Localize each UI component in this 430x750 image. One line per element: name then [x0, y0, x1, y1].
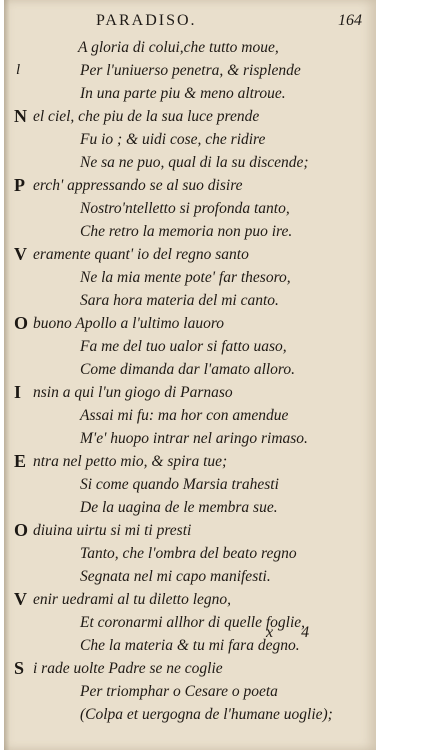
verse-text: nsin a qui l'un giogo di Parnaso [33, 384, 233, 401]
verse-text: In una parte piu & meno altroue. [80, 85, 286, 102]
verse-text: Segnata nel mi capo manifesti. [80, 568, 271, 585]
tercet-initial: O [14, 313, 29, 333]
verse-text: ntra nel petto mio, & spira tue; [33, 453, 228, 470]
verse-text: Come dimanda dar l'amato alloro. [80, 361, 296, 378]
verse-line [4, 266, 376, 289]
verse-line [4, 565, 376, 588]
verse-line [4, 82, 376, 105]
verse-line [4, 657, 376, 680]
verse-text: erch' appressando se al suo disire [33, 177, 243, 194]
verse-text: Si come quando Marsia trahesti [80, 476, 279, 493]
verse-text: Ne la mia mente pote' far thesoro, [80, 269, 291, 286]
verse-text: Che retro la memoria non puo ire. [80, 223, 293, 240]
verse-text: Et coronarmi allhor di quelle foglie, [80, 614, 306, 631]
page-number: 164 [338, 12, 362, 29]
verse-line [4, 703, 376, 726]
verse-line [4, 542, 376, 565]
verse-text: De la uagina de le membra sue. [80, 499, 278, 516]
verse-text: Per triomphar o Cesare o poeta [80, 683, 278, 700]
running-head [4, 12, 376, 36]
verse-text: i rade uolte Padre se ne coglie [33, 660, 223, 677]
running-title: PARADISO. [96, 12, 197, 29]
tercet-initial: l [16, 62, 21, 78]
tercet-initial: E [14, 451, 27, 471]
verse-line [4, 404, 376, 427]
verse-line [4, 335, 376, 358]
verse-line [4, 496, 376, 519]
verse-text: Che la materia & tu mi fara degno. [80, 637, 300, 654]
verse-line [4, 312, 376, 335]
verse-text: el ciel, che piu de la sua luce prende [33, 108, 260, 125]
verse-text: (Colpa et uergogna de l'humane uoglie); [80, 706, 333, 723]
tercet-initial: S [14, 658, 25, 678]
verse-line [4, 174, 376, 197]
verse-line [4, 220, 376, 243]
verse-text: Assai mi fu: ma hor con amendue [80, 407, 289, 424]
verse-text: enir uedrami al tu diletto legno, [33, 591, 232, 608]
verse-text: Sara hora materia del mi canto. [80, 292, 279, 309]
verse-line [4, 427, 376, 450]
tercet-initial: O [14, 520, 29, 540]
tercet-initial: V [14, 589, 27, 609]
verse-line [4, 289, 376, 312]
verse-line [4, 151, 376, 174]
verse-line [4, 36, 376, 59]
verse-line [4, 128, 376, 151]
verse-text: M'e' huopo intrar nel aringo rimaso. [80, 430, 308, 447]
verse-line [4, 450, 376, 473]
verse-line [4, 381, 376, 404]
book-page [4, 0, 376, 750]
verse-line [4, 588, 376, 611]
verse-text: Per l'uniuerso penetra, & risplende [80, 62, 301, 79]
verse-line [4, 197, 376, 220]
verse-line [4, 680, 376, 703]
verse-line [4, 519, 376, 542]
verse-line [4, 59, 376, 82]
verse-line [4, 243, 376, 266]
verse-line [4, 105, 376, 128]
verse-line [4, 473, 376, 496]
verse-text: diuina uirtu si mi ti presti [33, 522, 192, 539]
verse-block [4, 36, 376, 726]
verse-text: Fu io ; & uidi cose, che ridire [80, 131, 266, 148]
verse-text: Fa me del tuo ualor si fatto uaso, [80, 338, 287, 355]
verse-line [4, 358, 376, 381]
tercet-initial: I [14, 382, 22, 402]
tercet-initial: P [14, 175, 25, 195]
verse-text: Nostro'ntelletto si profonda tanto, [80, 200, 290, 217]
tercet-initial: N [14, 106, 27, 126]
verse-text: Tanto, che l'ombra del beato regno [80, 545, 297, 562]
signature-mark: x 4 [266, 624, 322, 641]
verse-text: buono Apollo a l'ultimo lauoro [33, 315, 225, 332]
verse-text: A gloria di colui,che tutto moue, [78, 39, 279, 56]
verse-text: Ne sa ne puo, qual di la su discende; [80, 154, 309, 171]
verse-text: eramente quant' io del regno santo [33, 246, 249, 263]
tercet-initial: V [14, 244, 27, 264]
